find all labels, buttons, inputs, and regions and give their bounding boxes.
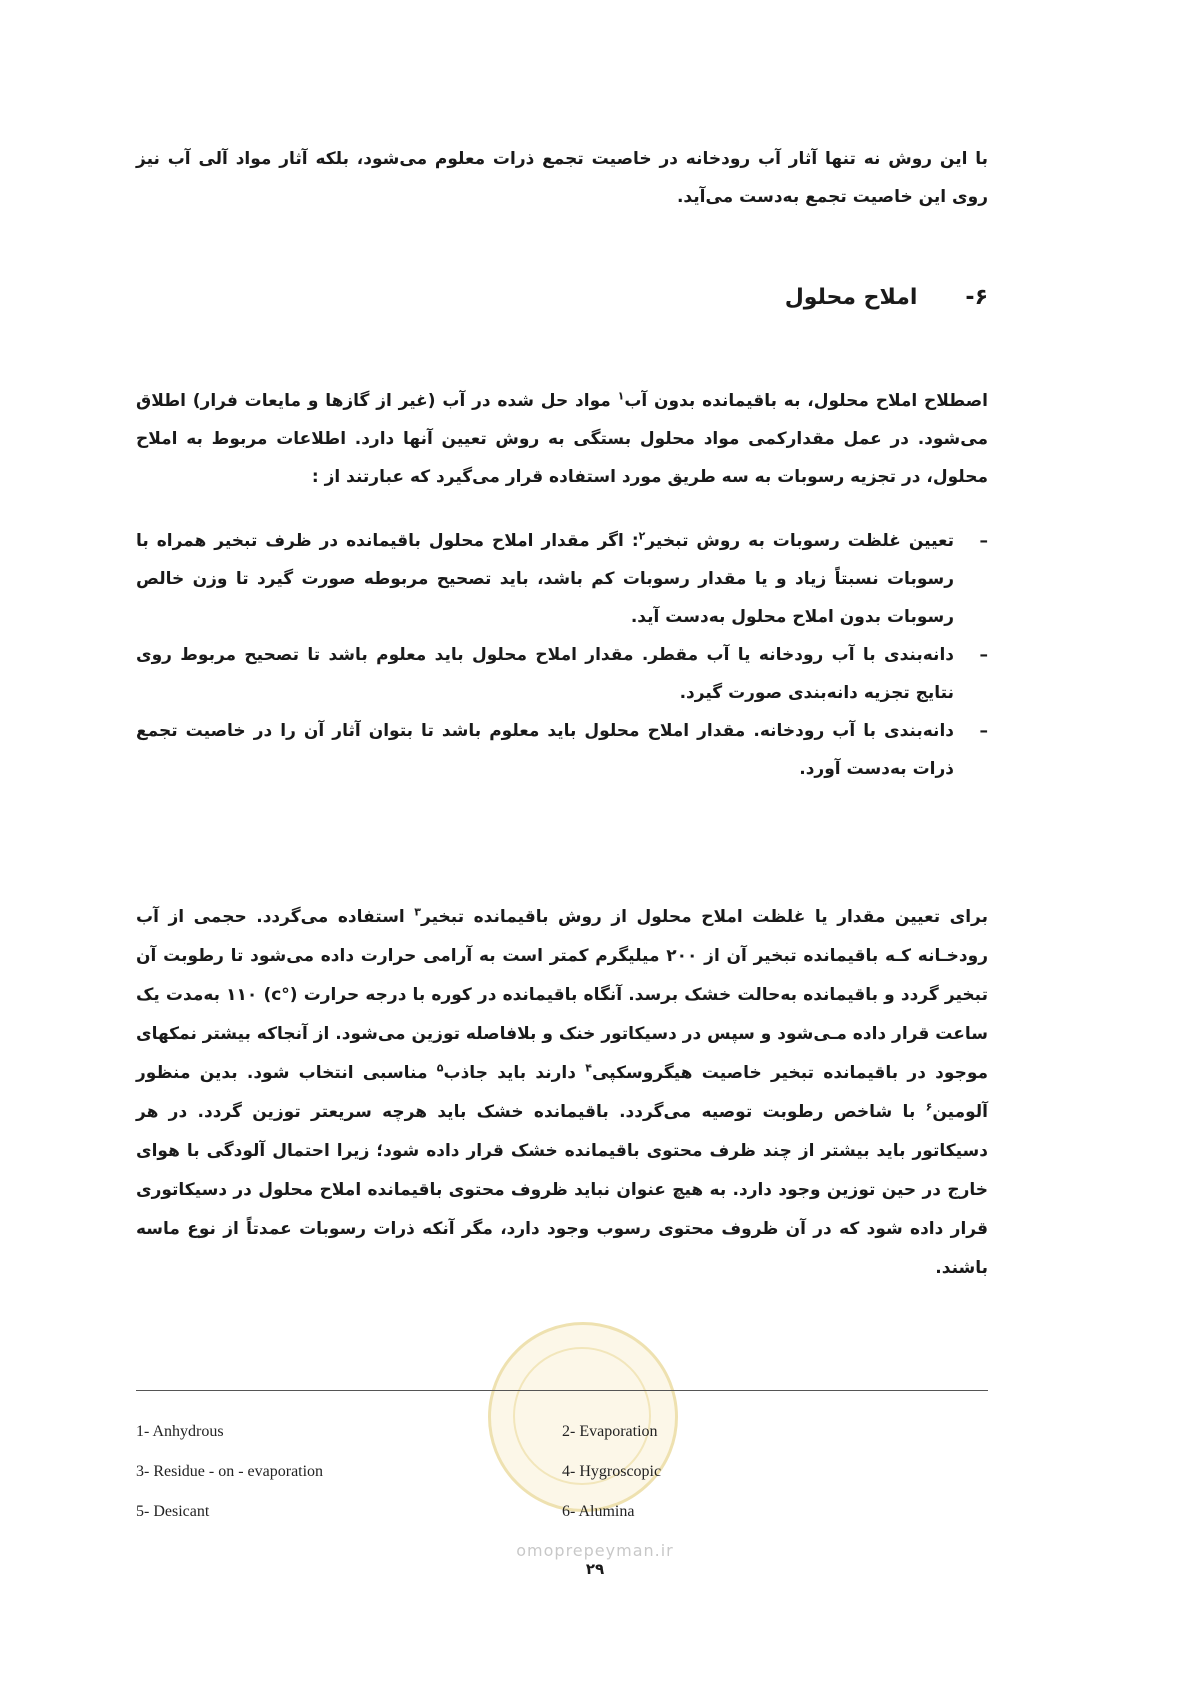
- bullet-list: [136, 522, 988, 788]
- section-title: املاح محلول: [784, 285, 918, 310]
- footnote-divider: [136, 1390, 988, 1391]
- bullet-dash: –: [979, 721, 988, 741]
- footnote-ref-6: ۶: [925, 1100, 933, 1114]
- footnote-ref-3: ۳: [414, 905, 421, 919]
- footnote-6: 6- Alumina: [562, 1503, 635, 1520]
- section-number: ۶-: [965, 285, 988, 310]
- footnote-4: 4- Hygroscopic: [562, 1463, 662, 1480]
- footnote-ref-2: ۲: [638, 529, 646, 543]
- footnote-ref-1: ۱: [617, 389, 625, 403]
- footnote-ref-4: ۴: [585, 1061, 592, 1075]
- paragraph-definition: اصطلاح املاح محلول، به باقیمانده بدون آب$^۱$ مواد حل شده در آب (غیر از گازها و مایعات فرار) اطلاق می‌شود. در عمل مقدارکمی مواد محلول بستگی به روش تعیین آنها دارد. اطلاعات مربوط به املاح محلول، در تجزیه رسوبات به سه طریق مورد استفاده قرار می‌گیرد که عبارتند از :: [136, 389, 988, 487]
- footnote-1: 1- Anhydrous: [136, 1423, 224, 1440]
- footnote-row: [136, 1412, 988, 1452]
- intro-paragraph: با این روش نه تنها آثار آب رودخانه در خاصیت تجمع ذرات معلوم می‌شود، بلکه آثار مواد آلی آب نیز روی این خاصیت تجمع به‌دست می‌آید.: [136, 149, 988, 207]
- bullet-dash: –: [979, 645, 988, 665]
- footnote-5: 5- Desicant: [136, 1503, 210, 1520]
- footnote-row: [136, 1492, 988, 1532]
- list-item: – دانه‌بندی با آب رودخانه. مقدار املاح محلول باید معلوم باشد تا بتوان آثار آن را در خاصیت تجمع ذرات به‌دست آورد.: [136, 712, 988, 788]
- footnote-2: 2- Evaporation: [562, 1423, 658, 1440]
- bullet-dash: –: [979, 531, 988, 551]
- footnote-3: 3- Residue - on - evaporation: [136, 1463, 324, 1480]
- section-heading: [785, 285, 988, 310]
- list-item: – دانه‌بندی با آب رودخانه یا آب مقطر. مقدار املاح محلول باید معلوم باشد تا تصحیح مربوط روی نتایج تجزیه دانه‌بندی صورت گیرد.: [136, 636, 988, 712]
- footnote-ref-5: ۵: [436, 1061, 444, 1075]
- watermark-url: omoprepeyman.ir: [516, 1541, 674, 1560]
- paragraph-method: برای تعیین مقدار یا غلظت املاح محلول از روش باقیمانده تبخیر$^۳$ استفاده می‌گردد. حجمی از آب رودخـانه کـه باقیمانده تبخیر آن از ۲۰۰ میلیگرم کمتر است به آرامی حرارت داده می‌شود تا رطوبت آن تبخیر گردد و باقیمانده به‌حالت خشک برسد. آنگاه باقیمانده در کوره با درجه حرارت (°c) ۱۱۰ به‌مدت یک ساعت قرار داده مـی‌شود و سپس در دسیکاتور خنک و بلافاصله توزین می‌شود. از آنجاکه بیشتر نمکهای موجود در باقیمانده تبخیر خاصیت هیگروسکپی$^۴$ دارند باید جاذب$^۵$ مناسبی انتخاب شود. بدین منظور آلومین$^۶$ با شاخص رطوبت توصیه می‌گردد. باقیمانده خشک باید هرچه سریعتر توزین گردد. در هر دسیکاتور باید بیشتر از چند ظرف محتوی باقیمانده خشک قرار داده شود؛ زیرا احتمال آلودگی با هوای خارج در حین توزین وجود دارد. به هیچ عنوان نباید ظروف محتوی باقیمانده املاح محلول در دسیکاتوری قرار داده شود که در آن ظروف محتوی رسوب وجود دارد، مگر آنکه ذرات رسوبات عمدتاً از نوع ماسه باشند.: [135, 905, 989, 1278]
- footnote-row: [136, 1452, 988, 1492]
- list-item: – تعیین غلظت رسوبات به روش تبخیر$^۲$: اگر مقدار املاح محلول باقیمانده در ظرف تبخیر همراه با رسوبات نسبتاً زیاد و یا مقدار رسوبات کم باشد، باید تصحیح مربوطه صورت گیرد تا وزن خالص رسوبات بدون املاح محلول به‌دست آید.: [136, 522, 988, 636]
- footnotes: [136, 1412, 988, 1532]
- page-number: ۲۹: [585, 1560, 605, 1578]
